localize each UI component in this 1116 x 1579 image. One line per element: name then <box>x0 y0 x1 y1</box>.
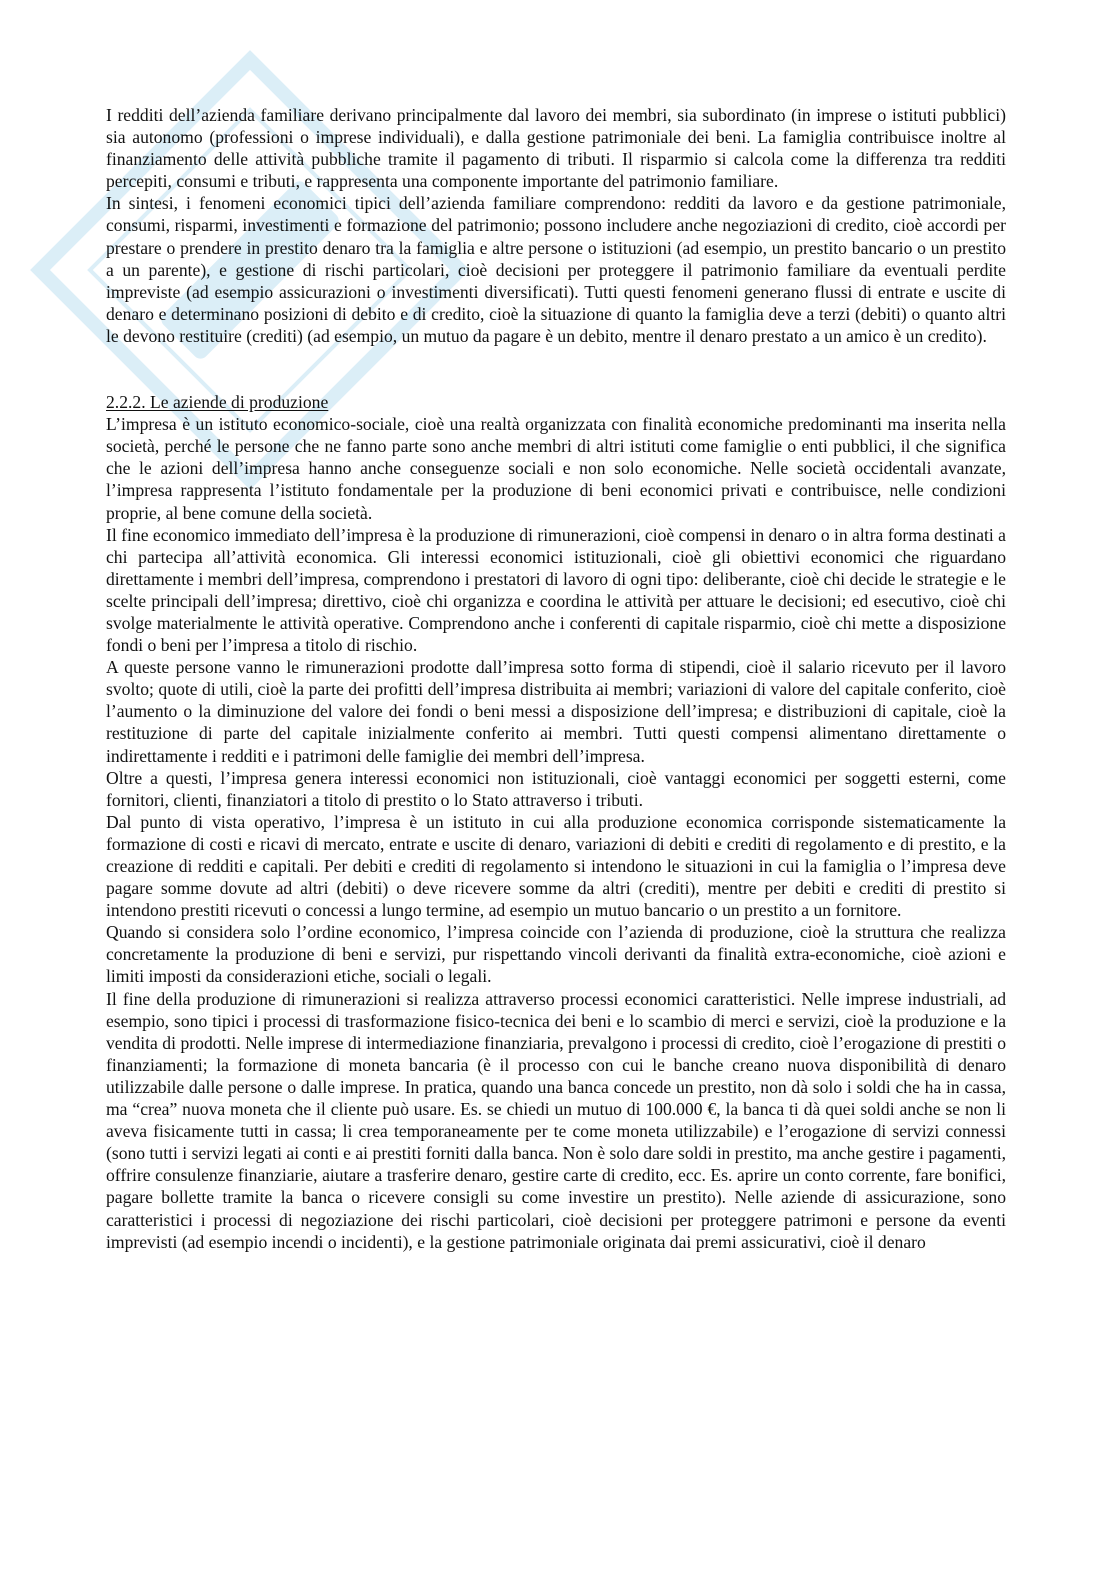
paragraph: Il fine della produzione di rimunerazioni si realizza attraverso processi economici caratteristici. Nelle imprese industriali, ad esempio, sono tipici i processi di trasformazione fisico-tecnica dei beni e lo scambio di merci e servizi, cioè la produzione e la vendita di prodotti. Nelle imprese di intermediazione finanziaria, prevalgono i processi di credito, cioè l’erogazione di prestiti o finanziamenti; la formazione di moneta bancaria (è il processo con cui le banche creano nuova disponibilità di denaro utilizzabile dalle persone o dalle imprese. In pratica, quando una banca concede un prestito, non dà solo i soldi che ha in cassa, ma “crea” nuova moneta che il cliente può usare. Es. se chiedi un mutuo di 100.000 €, la banca ti dà quei soldi anche se non li aveva fisicamente tutti in cassa; li crea temporaneamente per te come moneta utilizzabile) e l’erogazione di servizi connessi (sono tutti i servizi legati ai conti e ai prestiti forniti dalla banca. Non è solo dare soldi in prestito, ma anche gestire i pagamenti, offrire consulenze finanziarie, aiutare a trasferire denaro, gestire carte di credito, ecc. Es. aprire un conto corrente, fare bonifici, pagare bollette tramite la banca o ricevere consigli su come investire un prestito). Nelle aziende di assicurazione, sono caratteristici i processi di negoziazione dei rischi particolari, cioè decisioni per proteggere patrimoni e persone da eventi imprevisti (ad esempio incendi o incidenti), e la gestione patrimoniale originata dai premi assicurativi, cioè il denaro <box>106 988 1006 1252</box>
section-heading: 2.2.2. Le aziende di produzione <box>106 392 329 413</box>
paragraph: I redditi dell’azienda familiare derivano principalmente dal lavoro dei membri, sia subordinato (in imprese o istituti pubblici) sia autonomo (professioni o imprese individuali), e dalla gestione patrimoniale dei beni. La famiglia contribuisce inoltre al finanziamento delle attività pubbliche tramite il pagamento di tributi. Il risparmio si calcola come la differenza tra redditi percepiti, consumi e tributi, e rappresenta una componente importante del patrimonio familiare. <box>106 105 1006 192</box>
intro-section <box>106 104 1006 347</box>
paragraph: Oltre a questi, l’impresa genera interessi economici non istituzionali, cioè vantaggi economici per soggetti esterni, come fornitori, clienti, finanziatori a titolo di prestito o lo Stato attraverso i tributi. <box>106 767 1006 810</box>
section-aziende-di-produzione <box>106 391 1006 1253</box>
paragraph: Dal punto di vista operativo, l’impresa è un istituto in cui alla produzione economica corrisponde sistematicamente la formazione di costi e ricavi di mercato, entrate e uscite di denaro, variazioni di debiti e crediti di regolamento e di prestito, e la creazione di redditi e capitali. Per debiti e crediti di regolamento si intendono le situazioni in cui la famiglia o l’impresa deve pagare somme dovute ad altri (debiti) o deve ricevere somme da altri (crediti), mentre per debiti e crediti di prestito si intendono prestiti ricevuti o concessi a lungo termine, ad esempio un mutuo bancario o un prestito a un fornitore. <box>106 811 1006 921</box>
paragraph: A queste persone vanno le rimunerazioni prodotte dall’impresa sotto forma di stipendi, cioè il salario ricevuto per il lavoro svolto; quote di utili, cioè la parte dei profitti dell’impresa distribuita ai membri; variazioni di valore del capitale conferito, cioè l’aumento o la diminuzione del valore dei fondi o beni messi a disposizione dell’impresa; e distribuzioni di capitale, cioè la restituzione di parte del capitale inizialmente conferito ai membri. Tutti questi compensi alimentano direttamente o indirettamente i redditi e i patrimoni delle famiglie dei membri dell’impresa. <box>106 657 1006 766</box>
paragraph: Quando si considera solo l’ordine economico, l’impresa coincide con l’azienda di produzione, cioè la struttura che realizza concretamente la produzione di beni e servizi, pur rispettando vincoli derivanti da finalità extra-economiche, cioè azioni e limiti imposti da considerazioni etiche, sociali o legali. <box>106 922 1006 987</box>
document-body <box>106 104 1006 1253</box>
paragraph: Il fine economico immediato dell’impresa è la produzione di rimunerazioni, cioè compensi in denaro o in altra forma destinati a chi partecipa all’attività economica. Gli interessi economici istituzionali, cioè gli obiettivi economici che riguardano direttamente i membri dell’impresa, comprendono i prestatori di lavoro di ogni tipo: deliberante, cioè chi decide le strategie e le scelte principali dell’impresa; direttivo, cioè chi organizza e coordina le attività per attuare le decisioni; ed esecutivo, cioè chi svolge materialmente le attività operative. Comprendono anche i conferenti di capitale risparmio, cioè chi mette a disposizione fondi o beni per l’impresa a titolo di rischio. <box>106 524 1006 656</box>
paragraph: In sintesi, i fenomeni economici tipici dell’azienda familiare comprendono: redditi da lavoro e da gestione patrimoniale, consumi, risparmi, investimenti e formazione del patrimonio; possono includere anche negoziazioni di credito, cioè accordi per prestare o prendere in prestito denaro tra la famiglia e altre persone o istituzioni (ad esempio, un prestito bancario o un prestito a un parente), e gestione di rischi particolari, cioè decisioni per proteggere il patrimonio familiare da eventuali perdite impreviste (ad esempio assicurazioni o investimenti diversificati). Tutti questi fenomeni generano flussi di entrate e uscite di denaro e determinano posizioni di debito e di credito, cioè la situazione di quanto la famiglia deve a terzi (debiti) o quanto altri le devono restituire (crediti) (ad esempio, un mutuo da pagare è un debito, mentre il denaro prestato a un amico è un credito). <box>106 193 1006 346</box>
paragraph: L’impresa è un istituto economico-sociale, cioè una realtà organizzata con finalità economiche predominanti ma inserita nella società, perché le persone che ne fanno parte sono anche membri di altri istituti come famiglie o enti pubblici, il che significa che le azioni dell’impresa hanno anche conseguenze sociali e non solo economiche. Nelle società occidentali avanzate, l’impresa rappresenta l’istituto fondamentale per la produzione di beni economici privati e contribuisce, nelle condizioni proprie, al bene comune della società. <box>106 414 1006 523</box>
